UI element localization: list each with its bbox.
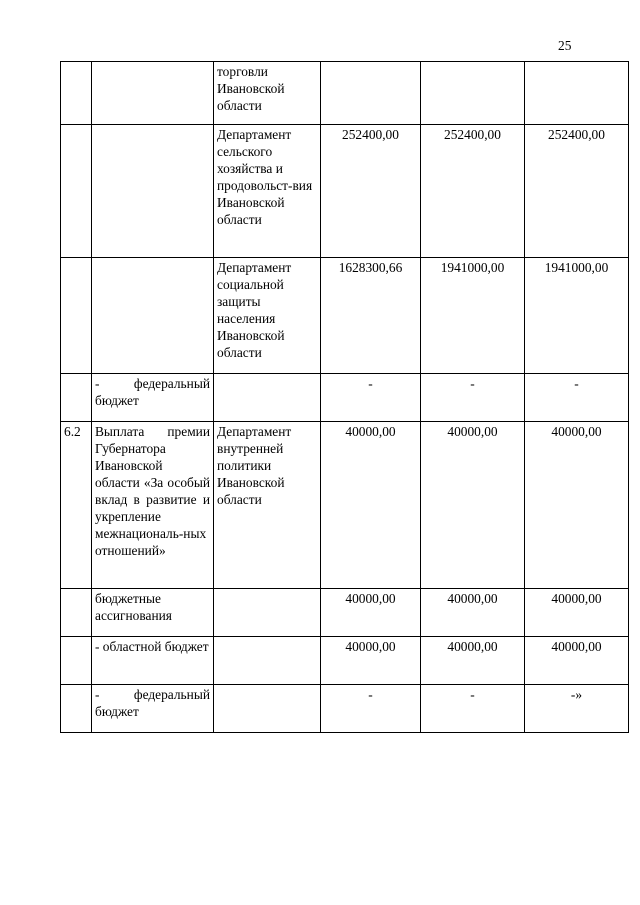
table-row — [61, 637, 629, 685]
row-number-cell — [61, 258, 92, 374]
table-row — [61, 62, 629, 125]
row-number-cell: 6.2 — [61, 422, 92, 589]
value-cell-2: 40000,00 — [421, 422, 525, 589]
item-name-cell — [92, 62, 214, 125]
row-number-cell — [61, 637, 92, 685]
organization-cell: Департамент сельского хозяйства и продовольст-вия Ивановской области — [214, 125, 321, 258]
value-cell-3: 40000,00 — [525, 589, 629, 637]
item-name-cell: - федеральный бюджет — [92, 374, 214, 422]
value-cell-3: 252400,00 — [525, 125, 629, 258]
budget-table — [60, 61, 629, 733]
value-cell-3: 40000,00 — [525, 422, 629, 589]
value-cell-1: 40000,00 — [321, 422, 421, 589]
row-number-cell — [61, 589, 92, 637]
item-name-cell: бюджетные ассигнования — [92, 589, 214, 637]
item-name-cell — [92, 258, 214, 374]
row-number-cell — [61, 125, 92, 258]
table-row — [61, 374, 629, 422]
row-number-cell — [61, 374, 92, 422]
value-cell-2 — [421, 62, 525, 125]
table-row — [61, 685, 629, 733]
value-cell-3: 1941000,00 — [525, 258, 629, 374]
value-cell-1: 40000,00 — [321, 589, 421, 637]
value-cell-3: 40000,00 — [525, 637, 629, 685]
value-cell-2: 252400,00 — [421, 125, 525, 258]
table-row — [61, 422, 629, 589]
value-cell-3: -» — [525, 685, 629, 733]
item-name-cell: - федеральный бюджет — [92, 685, 214, 733]
value-cell-1: - — [321, 374, 421, 422]
organization-cell: Департамент внутренней политики Ивановской области — [214, 422, 321, 589]
value-cell-1: 40000,00 — [321, 637, 421, 685]
value-cell-2: 40000,00 — [421, 589, 525, 637]
table-row — [61, 125, 629, 258]
value-cell-1: 252400,00 — [321, 125, 421, 258]
item-name-cell: - областной бюджет — [92, 637, 214, 685]
organization-cell — [214, 637, 321, 685]
table-row — [61, 258, 629, 374]
value-cell-2: 1941000,00 — [421, 258, 525, 374]
value-cell-3: - — [525, 374, 629, 422]
organization-cell: Департамент социальной защиты населения Ивановской области — [214, 258, 321, 374]
table-row — [61, 589, 629, 637]
organization-cell — [214, 589, 321, 637]
item-name-cell — [92, 125, 214, 258]
value-cell-1: 1628300,66 — [321, 258, 421, 374]
item-name-cell: Выплата премии Губернатора Ивановской области «За особый вклад в развитие и укрепление межнациональ-ных отношений» — [92, 422, 214, 589]
organization-cell — [214, 685, 321, 733]
row-number-cell — [61, 685, 92, 733]
value-cell-3 — [525, 62, 629, 125]
value-cell-1 — [321, 62, 421, 125]
value-cell-1: - — [321, 685, 421, 733]
row-number-cell — [61, 62, 92, 125]
page-number: 25 — [558, 38, 572, 53]
organization-cell — [214, 374, 321, 422]
value-cell-2: - — [421, 685, 525, 733]
value-cell-2: 40000,00 — [421, 637, 525, 685]
value-cell-2: - — [421, 374, 525, 422]
organization-cell: торговли Ивановской области — [214, 62, 321, 125]
